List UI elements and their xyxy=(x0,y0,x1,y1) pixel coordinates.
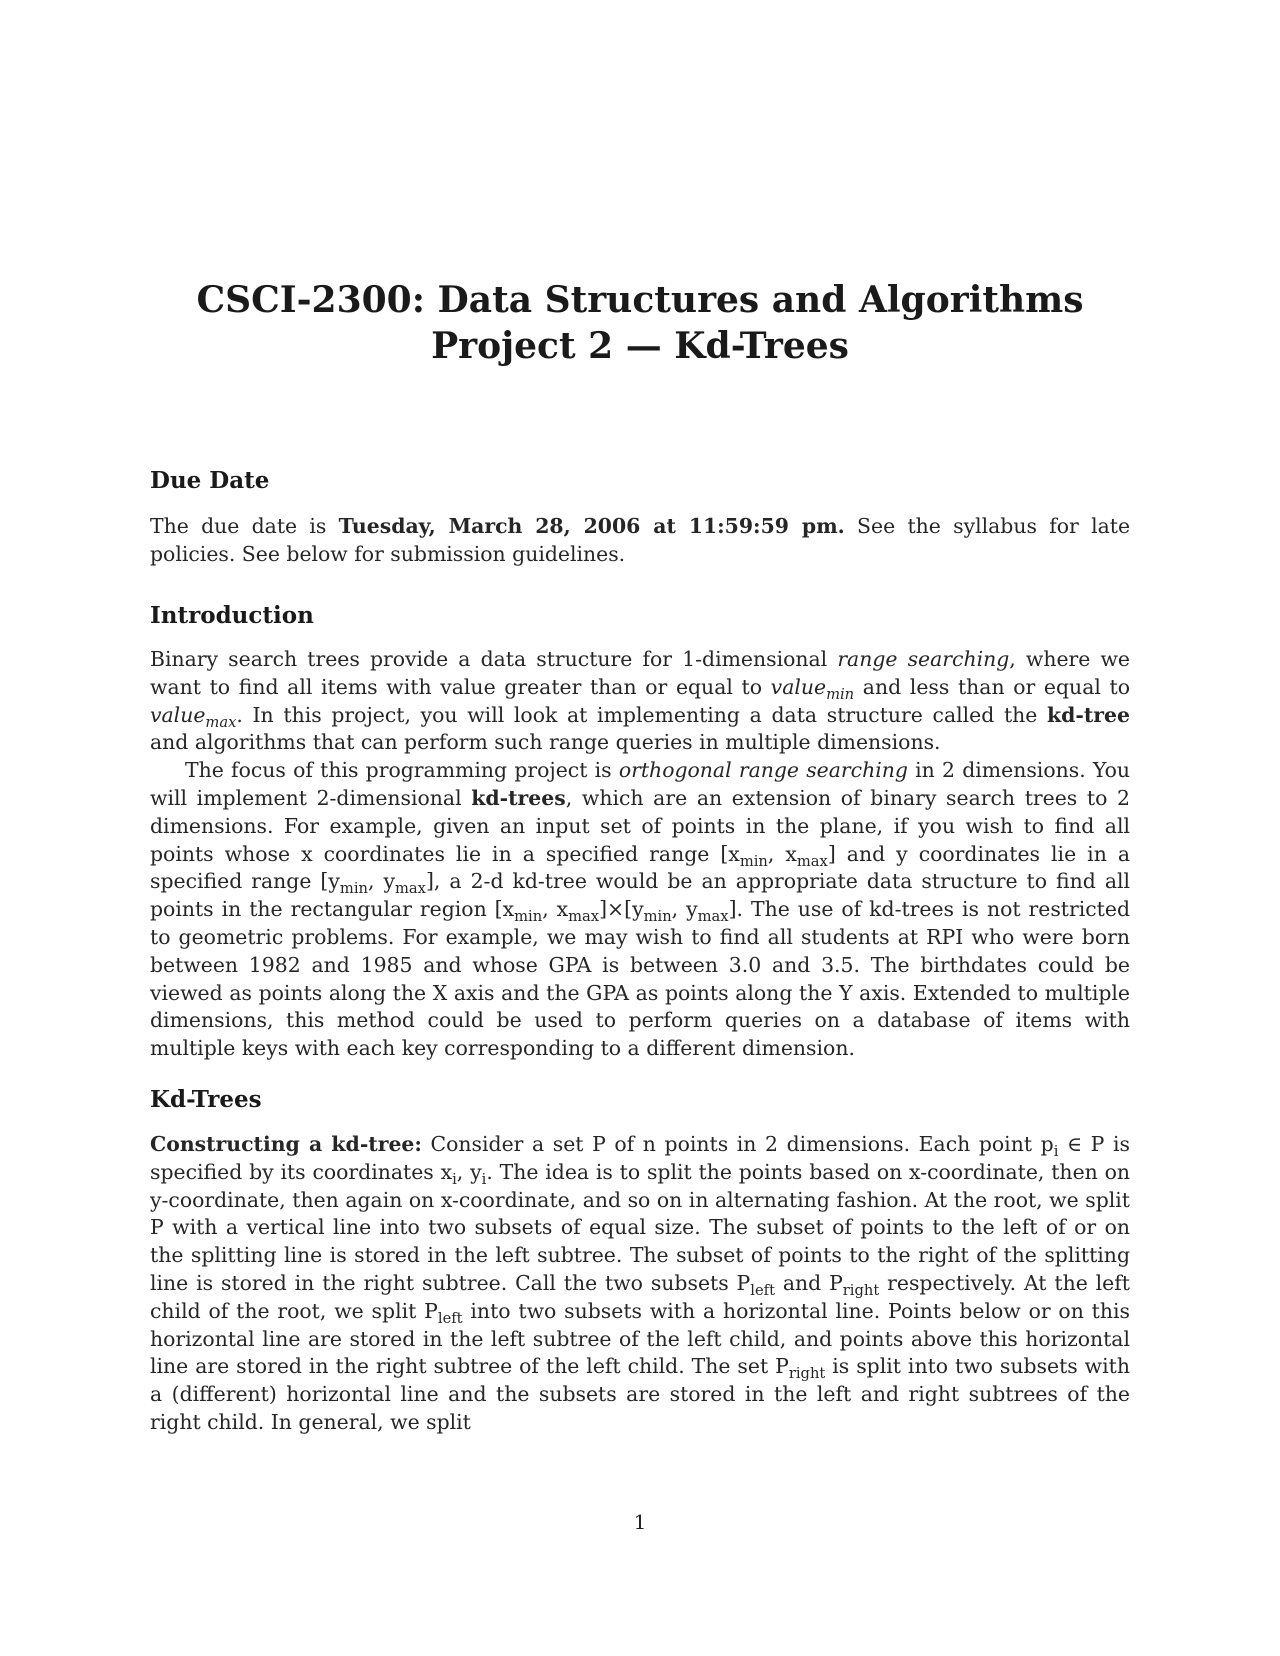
title-line-1: CSCI-2300: Data Structures and Algorithms xyxy=(196,279,1084,321)
introduction-paragraphs xyxy=(150,646,1130,1063)
section-heading-kd-trees: Kd-Trees xyxy=(150,1086,262,1113)
intro-paragraph-2: The focus of this programming project is orthogonal range searching in 2 dimensions. You will implement 2-dimensional kd-trees, which are an extension of binary search trees to 2 dimensions. For example, given an input set of points in the plane, if you wish to find all points whose x coordinates lie in a specified range [$x_{min}$, $x_{max}$] and y coordinates lie in a specified range [$y_{min}$, $y_{max}$], a 2-d kd-tree would be an appropriate data structure to find all points in the rectangular region [$x_{min}$, $x_{max}]\times[y_{min}$, $y_{max}$]. The use of kd-trees is not restricted to geometric problems. For example, we may wish to find all students at RPI who were born between 1982 and 1985 and whose GPA is between 3.0 and 3.5. The birthdates could be viewed as points along the X axis and the GPA as points along the Y axis. Extended to multiple dimensions, this method could be used to perform queries on a database of items with multiple keys with each key corresponding to a different dimension. xyxy=(150,758,1131,1061)
due-date-value: Tuesday, March 28, 2006 at 11:59:59 pm. xyxy=(338,514,845,538)
kd-trees-paragraph: Constructing a kd-tree: Consider a set P of n points in 2 dimensions. Each point $p_i$ ∈ P is specified by its coordinates $x_i$, $y_i$. The idea is to split the points based on x-coordinate, then on y-coordinate, then again on x-coordinate, and so on in alternating fashion. At the root, we split P with a vertical line into two subsets of equal size. The subset of points to the left of or on the splitting line is stored in the left subtree. The subset of points to the right of the splitting line is stored in the right subtree. Call the two subsets $P_{left}$ and $P_{right}$ respectively. At the left child of the root, we split $P_{left}$ into two subsets with a horizontal line. Points below or on this horizontal line are stored in the left subtree of the left child, and points above this horizontal line are stored in the right subtree of the left child. The set $P_{right}$ is split into two subsets with a (different) horizontal line and the subsets are stored in the left and right subtrees of the right child. In general, we split xyxy=(150,1132,1130,1434)
constructing-kd-tree-label: Constructing a kd-tree: xyxy=(150,1132,422,1156)
page-number: 1 xyxy=(633,1510,647,1534)
section-heading-due-date: Due Date xyxy=(150,467,270,494)
intro-paragraph-1: Binary search trees provide a data structure for 1-dimensional range searching, where we want to find all items with value greater than or equal to value$_{min}$ and less than or equal to value$_{max}$. In this project, you will look at implementing a data structure called the kd-tree and algorithms that can perform such range queries in multiple dimensions. xyxy=(150,647,1130,755)
document-title xyxy=(150,277,1130,369)
section-heading-introduction: Introduction xyxy=(150,602,314,629)
due-date-paragraph: The due date is Tuesday, March 28, 2006 at 11:59:59 pm. See the syllabus for late policies. See below for submission guidelines. xyxy=(150,514,1131,566)
title-line-2: Project 2 — Kd-Trees xyxy=(431,325,849,367)
